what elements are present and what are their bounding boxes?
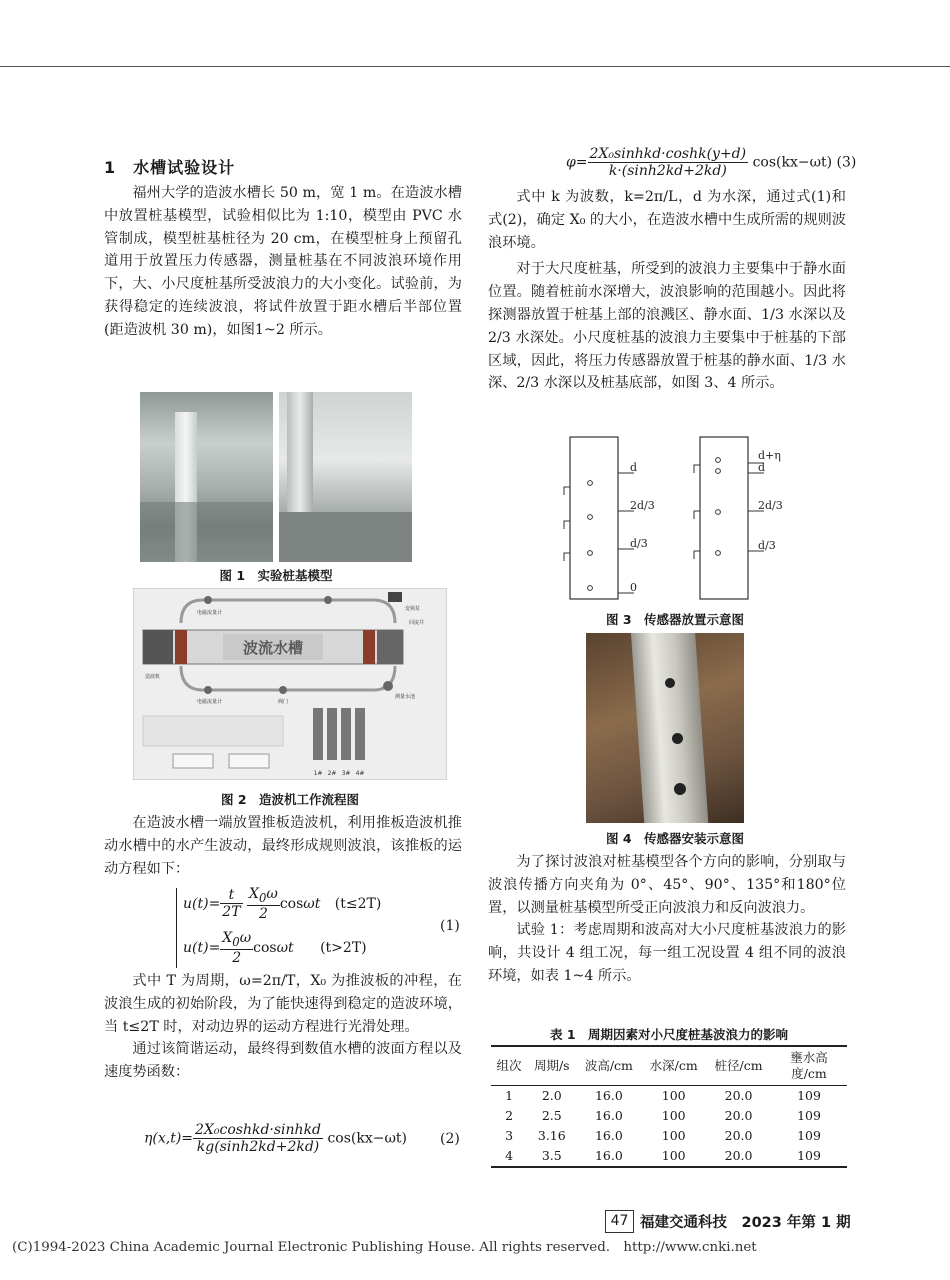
left-column-2 bbox=[104, 812, 462, 880]
fig1-caption: 图 1 实验桩基模型 bbox=[219, 568, 333, 583]
fig2-diagram bbox=[133, 588, 447, 780]
table-cell: 20.0 bbox=[706, 1146, 771, 1167]
eq3-number: (3) bbox=[836, 154, 857, 171]
table-cell: 3.16 bbox=[537, 1128, 566, 1143]
table-cell: 2.5 bbox=[541, 1108, 562, 1123]
table-cell: 16.0 bbox=[576, 1146, 641, 1167]
fig2-num-0: 1# bbox=[313, 770, 323, 777]
section-title: 1 水槽试验设计 bbox=[104, 158, 236, 177]
left-paragraph-3: 式中 T 为周期，ω=2π/T，X₀ 为推波板的冲程，在波浪生成的初始阶段，为了能快速得到稳定的造波环境，当 t≤2T 时，对动边界的运动方程进行光滑处理。 bbox=[104, 973, 462, 1035]
table-cell: 4 bbox=[491, 1146, 527, 1167]
fig3-left-label-3: 0 bbox=[630, 581, 637, 594]
table-row bbox=[491, 1086, 847, 1107]
fig3-left-label-0: d bbox=[630, 461, 638, 474]
fig3-caption: 图 3 传感器放置示意图 bbox=[605, 612, 745, 627]
fig2-label-3: 造波机 bbox=[145, 674, 161, 680]
table-cell: 3.5 bbox=[527, 1146, 576, 1167]
eq3-lhs: φ= bbox=[566, 154, 588, 171]
table-cell: 109 bbox=[797, 1108, 821, 1123]
table-header: 桩径/cm bbox=[706, 1046, 771, 1086]
fig2-label-5: 阀门 bbox=[278, 699, 289, 705]
table-header: 水深/cm bbox=[641, 1046, 706, 1086]
table-cell: 100 bbox=[661, 1108, 686, 1123]
table-cell: 109 bbox=[797, 1128, 821, 1143]
eq1a-cond: (t≤2T) bbox=[334, 895, 382, 912]
page-number: 47 bbox=[605, 1210, 634, 1233]
eq2-number: (2) bbox=[440, 1131, 460, 1147]
right-paragraph-3: 为了探讨波浪对桩基模型各个方向的影响，分别取与波浪传播方向夹角为 0°、45°、90°、135°和180°位置，以测量桩基模型所受正向波浪力和反向波浪力。 bbox=[488, 854, 846, 916]
right-column-2 bbox=[488, 851, 846, 988]
eq1-brace bbox=[176, 888, 179, 968]
fig3-diagram bbox=[560, 435, 790, 605]
table-cell: 20.0 bbox=[724, 1108, 753, 1123]
fig2-caption: 图 2 造波机工作流程图 bbox=[220, 792, 360, 807]
table-row bbox=[491, 1146, 847, 1167]
left-column bbox=[104, 182, 462, 342]
table-row bbox=[491, 1126, 847, 1146]
table-header: 组次 bbox=[491, 1046, 527, 1086]
table-cell: 20.0 bbox=[724, 1088, 753, 1103]
eq3-tail: cos(kx−ωt) bbox=[752, 154, 833, 171]
right-paragraph-1: 式中 k 为波数，k=2π/L，d 为水深，通过式(1)和式(2)，确定 X₀ 的大小，在造波水槽中生成所需的规则波浪环境。 bbox=[488, 189, 846, 251]
journal-name: 福建交通科技 2023 年第 1 期 bbox=[640, 1215, 851, 1231]
table-cell: 20.0 bbox=[724, 1128, 753, 1143]
eq1b-cond: (t>2T) bbox=[320, 939, 367, 956]
fig2-label-0: 电磁流量计 bbox=[197, 610, 223, 616]
fig2-num-3: 4# bbox=[355, 770, 365, 777]
table-row bbox=[491, 1106, 847, 1126]
eq3-numerator: 2X₀sinhkd·coshk(y+d) bbox=[589, 146, 747, 162]
fig3-right-label-1: d bbox=[758, 461, 766, 474]
table-title: 表 1 周期因素对小尺度桩基波浪力的影响 bbox=[549, 1027, 789, 1042]
table-cell: 16.0 bbox=[594, 1108, 623, 1123]
left-column-3 bbox=[104, 970, 462, 1084]
eq2 bbox=[144, 1122, 407, 1155]
fig3-right-label-0: d+η bbox=[758, 449, 781, 462]
copyright-line: (C)1994-2023 China Academic Journal Electronic Publishing House. All rights reserved. http://www.cnki.net bbox=[12, 1240, 757, 1255]
table-header-row bbox=[491, 1046, 847, 1086]
table-cell: 100 bbox=[661, 1128, 686, 1143]
eq1a-lhs: u(t)= bbox=[183, 895, 221, 912]
left-paragraph-2: 在造波水槽一端放置推板造波机，利用推板造波机推动水槽中的水产生波动，最终形成规则波浪，该推板的运动方程如下： bbox=[104, 815, 462, 877]
fig2-label-4: 电磁流量计 bbox=[197, 699, 223, 705]
table-cell: 109 bbox=[797, 1088, 821, 1103]
eq2-numerator: 2X₀coshkd·sinhkd bbox=[195, 1122, 322, 1138]
table-cell: 100 bbox=[641, 1146, 706, 1167]
fig4-caption: 图 4 传感器安装示意图 bbox=[605, 831, 745, 846]
table-cell: 109 bbox=[771, 1146, 847, 1167]
fig2-label-2: 回流井 bbox=[409, 620, 425, 626]
left-paragraph-4: 通过该简谐运动，最终得到数值水槽的波面方程以及速度势函数： bbox=[104, 1041, 462, 1081]
fig4-photo bbox=[586, 633, 744, 823]
fig2-label-6: 测量水池 bbox=[395, 694, 416, 700]
eq1b-lhs: u(t)= bbox=[183, 939, 221, 956]
right-paragraph-4: 试验 1：考虑周期和波高对大小尺度桩基波浪力的影响，共设计 4 组工况，每一组工况设置 4 组不同的波浪环境，如表 1~4 所示。 bbox=[488, 922, 846, 984]
left-paragraph-1: 福州大学的造波水槽长 50 m，宽 1 m。在造波水槽中放置桩基模型，试验相似比为 1:10，模型由 PVC 水管制成，模型桩基桩径为 20 cm，在模型桩身上预留孔道用于放置压力传感器，测量桩基在不同波浪环境作用下，大、小尺度桩基所受波浪力的大小变化。试验前，为获得稳定的连续波浪，将试件放置于距水槽后半部位置(距造波机 30 m)，如图1~2 所示。 bbox=[104, 185, 462, 338]
eq1-line2: u(t)= $\frac{X_0\omega}{2}$ cosωt (t>2T) bbox=[183, 930, 367, 966]
fig3-right-label-2: 2d/3 bbox=[758, 499, 783, 512]
table-cell: 2.0 bbox=[541, 1088, 562, 1103]
header-rule bbox=[0, 66, 950, 67]
eq3-denominator: k·(sinh2kd+2kd) bbox=[608, 163, 727, 179]
eq2-lhs: η(x,t)= bbox=[144, 1130, 194, 1147]
right-column bbox=[488, 186, 846, 395]
fig1-photo-left bbox=[140, 392, 273, 562]
fig2-num-1: 2# bbox=[327, 770, 337, 777]
fig2-num-2: 3# bbox=[341, 770, 351, 777]
eq3 bbox=[566, 146, 856, 179]
table-cell: 100 bbox=[661, 1088, 686, 1103]
table-cell: 1 bbox=[505, 1088, 514, 1103]
table-header: 周期/s bbox=[527, 1046, 576, 1086]
eq2-denominator: kg(sinh2kd+2kd) bbox=[196, 1139, 320, 1155]
fig1-photo-right bbox=[279, 392, 412, 562]
eq2-tail: cos(kx−ωt) bbox=[327, 1130, 407, 1147]
table-header: 壅水高度/cm bbox=[771, 1046, 847, 1086]
fig2-title: 波流水槽 bbox=[242, 639, 304, 657]
eq1-line1: u(t)= $\frac{t}{2T}$ $\frac{X_0\omega}{2}$ cosωt (t≤2T) bbox=[183, 886, 382, 922]
table-cell: 3 bbox=[505, 1128, 514, 1143]
table-cell: 16.0 bbox=[594, 1128, 623, 1143]
fig3-left-label-1: 2d/3 bbox=[630, 499, 655, 512]
fig3-left-pile bbox=[570, 437, 618, 599]
table-cell: 16.0 bbox=[594, 1088, 623, 1103]
fig3-right-pile bbox=[700, 437, 748, 599]
fig2-label-1: 变频泵 bbox=[405, 606, 421, 612]
data-table bbox=[491, 1045, 847, 1168]
eq1-number: (1) bbox=[440, 918, 460, 934]
fig3-left-label-2: d/3 bbox=[630, 537, 648, 550]
table-header: 波高/cm bbox=[576, 1046, 641, 1086]
right-paragraph-2: 对于大尺度桩基，所受到的波浪力主要集中于静水面位置。随着桩前水深增大，波浪影响的范围越小。因此将探测器放置于桩基上部的浪溅区、静水面、1/3 水深以及 2/3 水深处。小尺度桩基的波浪力主要集中于桩基的下部区域，因此，将压力传感器放置于桩基的静水面、1/3 水深、2/3 水深以及桩基底部，如图 3、4 所示。 bbox=[488, 261, 846, 392]
fig3-right-label-3: d/3 bbox=[758, 539, 776, 552]
table-cell: 2 bbox=[505, 1108, 514, 1123]
